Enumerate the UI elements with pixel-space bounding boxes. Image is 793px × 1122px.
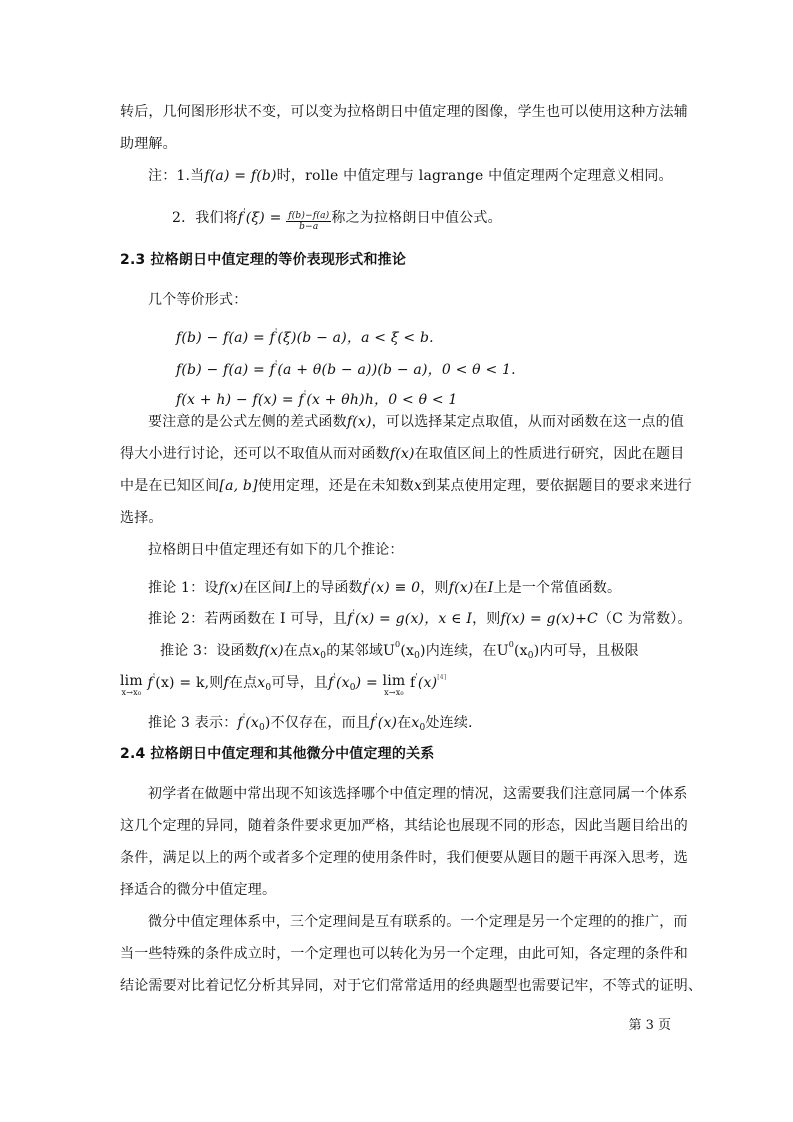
corollary-2: 推论 2：若两函数在 I 可导，且f'(x) = g(x)，x ∈ I，则f(x) = g(x)+C（C 为常数）。 <box>148 608 692 627</box>
paragraph-line: 得大小进行讨论，还可以不取值从而对函数f(x)在取值区间上的性质进行研究，因此在题目 <box>120 446 685 462</box>
corollary-1: 推论 1：设f(x)在区间I上的导函数f'(x) ≡ 0，则f(x)在I上是一个常值函数。 <box>148 577 622 596</box>
paragraph-line: 当一些特殊的条件成立时，一个定理也可以转化为另一个定理，由此可知，各定理的条件和 <box>120 946 688 962</box>
note-2: 2．我们将f'(ξ) = $\frac{f(b)-f(a)}{b-a}$ 称之为拉格朗日中值公式。 <box>172 207 502 232</box>
formula-2: f(b) − f(a) = f'(a + θ(b − a))(b − a)，0 < θ < 1. <box>176 359 516 378</box>
formula-1: f(b) − f(a) = f'(ξ)(b − a)，a < ξ < b. <box>176 327 434 346</box>
paragraph-line: 要注意的是公式左侧的差式函数f(x)，可以选择某定点取值，从而对函数在这一点的值 <box>148 414 685 430</box>
page-number: 第 3 页 <box>628 1018 671 1033</box>
corollary-intro: 拉格朗日中值定理还有如下的几个推论： <box>148 542 404 558</box>
paragraph-line: 初学者在做题中常出现不知该选择哪个中值定理的情况，这需要我们注意同属一个体系 <box>148 786 688 802</box>
corollary-3: 推论 3：设函数f(x)在点$x_0$的某邻域$U^0(x_0)$内连续，在$U^0(x_0)$内可导，且极限 <box>160 640 639 661</box>
fraction: $\frac{f(b)-f(a)}{b-a}$ <box>288 211 330 232</box>
paragraph-line: 中是在已知区间[a, b]使用定理，还是在未知数x到某点使用定理，要依据题目的要求来进行 <box>120 478 692 494</box>
formula-3: f(x + h) − f(x) = f'(x + θh)h，0 < θ < 1 <box>176 389 458 408</box>
limit-expression: lim x→x₀ <box>120 673 143 697</box>
limit-expression: lim x→x₀ <box>382 673 406 697</box>
paragraph-line: 择适合的微分中值定理。 <box>120 882 277 898</box>
paragraph-line: 这几个定理的异同，随着条件要求更加严格，其结论也展现不同的形态，因此当题目给出的 <box>120 818 688 834</box>
paragraph-line: 微分中值定理体系中，三个定理间是互有联系的。一个定理是另一个定理的的推广，而 <box>148 914 688 930</box>
paragraph-line: 条件，满足以上的两个或者多个定理的使用条件时，我们便要从题目的题干再深入思考，选 <box>120 850 688 866</box>
section-heading-2-3: 2.3 拉格朗日中值定理的等价表现形式和推论 <box>120 252 407 268</box>
citation-ref: [4] <box>437 674 447 681</box>
corollary-3-limit: lim x→x₀ f'(x) = k,则f在点$x_0$可导，且$f'(x_0)$ = lim x→x₀ f'(x)[4] <box>120 672 447 697</box>
forms-intro: 几个等价形式： <box>148 292 248 308</box>
paragraph-line: 选择。 <box>120 510 163 526</box>
paragraph-line: 结论需要对比着记忆分析其异同，对于它们常常适用的经典题型也需要记牢，不等式的证明、 <box>120 978 703 994</box>
paragraph-line: 转后，几何图形形状不变，可以变为拉格朗日中值定理的图像，学生也可以使用这种方法辅 <box>120 104 688 120</box>
section-heading-2-4: 2.4 拉格朗日中值定理和其他微分中值定理的关系 <box>120 746 435 762</box>
corollary-3-note: 推论 3 表示：$f'(x_0)$不仅存在，而且f'(x)在$x_0$处连续. <box>148 712 473 733</box>
note-1: 注：1.当f(a) = f(b)时，rolle 中值定理与 lagrange 中值定理两个定理意义相同。 <box>148 168 673 184</box>
paragraph-line: 助理解。 <box>120 136 177 152</box>
